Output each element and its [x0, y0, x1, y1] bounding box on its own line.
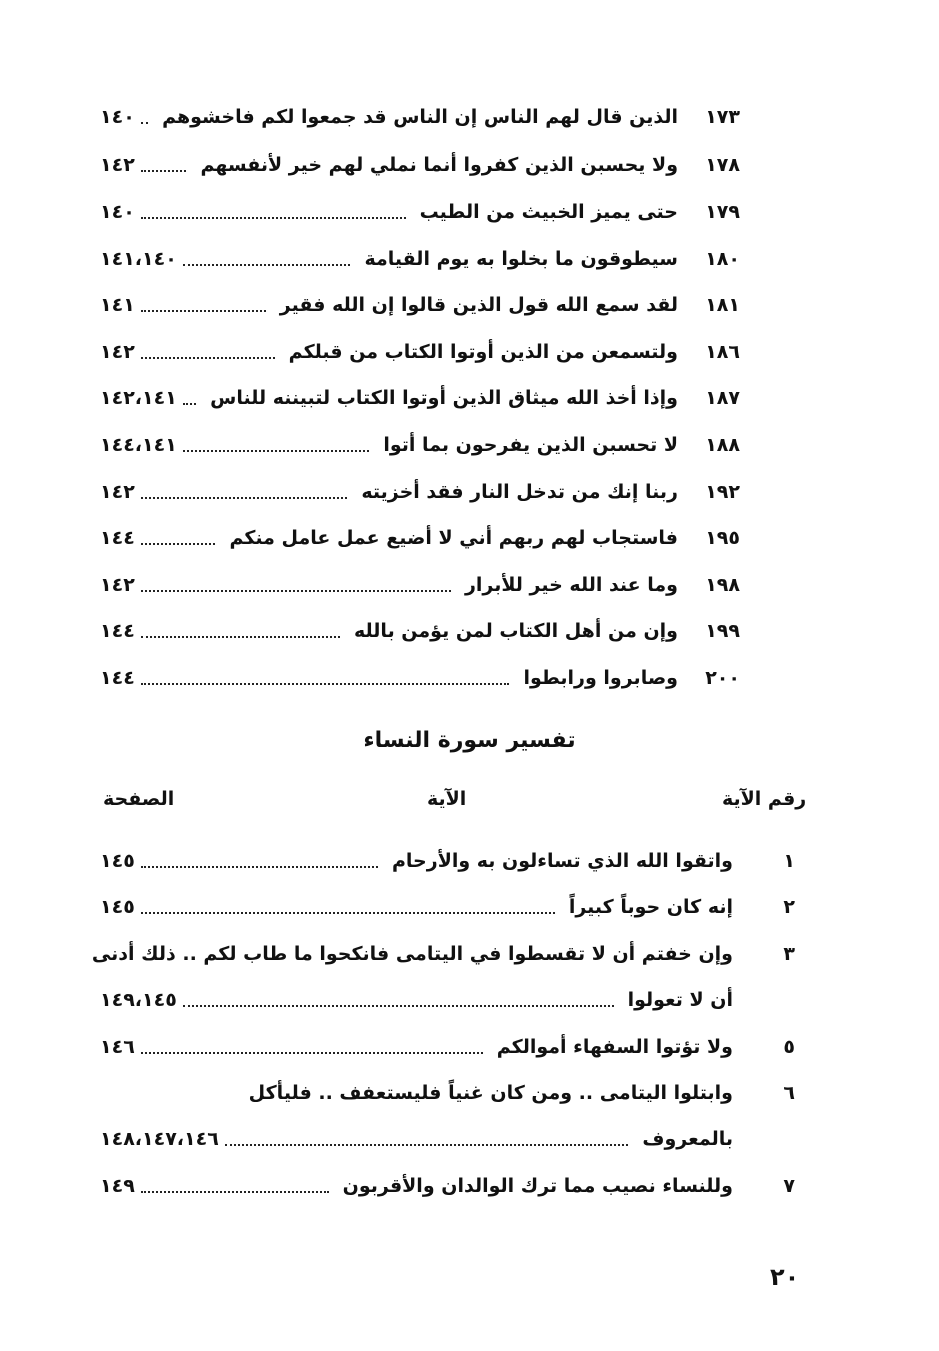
page-reference: ١٤٦	[100, 1036, 135, 1058]
dot-leader	[141, 310, 266, 312]
table-row	[100, 888, 795, 926]
dot-leader	[141, 357, 275, 359]
verse-number: ٦	[783, 1082, 795, 1104]
page-reference: ١٤١	[100, 294, 135, 316]
dot-leader	[141, 866, 378, 868]
table-row	[100, 240, 740, 278]
verse-text: وإذا أخذ الله ميثاق الذين أوتوا الكتاب لتبيننه للناس	[210, 387, 678, 409]
page-reference: ١٤٨،١٤٧،١٤٦	[100, 1128, 219, 1150]
table-row	[100, 519, 740, 557]
table-row	[100, 1028, 795, 1066]
page-reference: ١٤٥	[100, 850, 135, 872]
verse-number: ٧	[783, 1175, 795, 1197]
dot-leader	[183, 1005, 614, 1007]
verse-number: ١٩٩	[705, 620, 740, 642]
verse-number: ١٩٥	[705, 527, 740, 549]
table-row-continuation	[100, 1120, 795, 1158]
verse-text: ربنا إنك من تدخل النار فقد أخزيته	[361, 481, 678, 503]
page-reference: ١٤٤،١٤١	[100, 434, 177, 456]
page-reference: ١٤٢	[100, 154, 135, 176]
verse-number: ٢٠٠	[705, 667, 740, 689]
dot-leader	[183, 403, 196, 405]
dot-leader	[183, 264, 351, 266]
column-header-page: الصفحة	[103, 788, 175, 810]
verse-number: ١٨٠	[705, 248, 740, 270]
column-header-verse-number: رقم الآية	[722, 788, 807, 810]
verse-number: ١٨٨	[705, 434, 740, 456]
page-reference: ١٤٩،١٤٥	[100, 989, 177, 1011]
verse-text: وللنساء نصيب مما ترك الوالدان والأقربون	[342, 1175, 733, 1197]
verse-text: لقد سمع الله قول الذين قالوا إن الله فقير	[279, 294, 678, 316]
table-row	[100, 98, 740, 136]
table-row	[100, 612, 740, 650]
dot-leader	[141, 543, 216, 545]
dot-leader	[225, 1144, 629, 1146]
verse-text: فاستجاب لهم ربهم أني لا أضيع عمل عامل منكم	[229, 527, 678, 549]
verse-number: ١٩٢	[705, 481, 740, 503]
verse-text: وإن من أهل الكتاب لمن يؤمن بالله	[354, 620, 678, 642]
table-row	[100, 473, 740, 511]
dot-leader	[141, 636, 340, 638]
table-row	[100, 426, 740, 464]
table-row	[100, 333, 740, 371]
verse-number: ١	[783, 850, 795, 872]
verse-number: ١٧٣	[705, 106, 740, 128]
page-reference: ١٤٤	[100, 620, 135, 642]
verse-text: ولا تؤتوا السفهاء أموالكم	[496, 1036, 733, 1058]
verse-text: وصابروا ورابطوا	[523, 667, 678, 689]
dot-leader	[141, 122, 148, 124]
table-row	[100, 286, 740, 324]
page-reference: ١٤٤	[100, 527, 135, 549]
table-row	[100, 193, 740, 231]
dot-leader	[141, 1052, 483, 1054]
verse-text: ولا يحسبن الذين كفروا أنما نملي لهم خير لأنفسهم	[200, 154, 678, 176]
page-reference: ١٤١،١٤٠	[100, 248, 177, 270]
dot-leader	[141, 590, 451, 592]
verse-text: واتقوا الله الذي تساءلون به والأرحام	[392, 850, 733, 872]
verse-number: ١٨٧	[705, 387, 740, 409]
verse-text: سيطوقون ما بخلوا به يوم القيامة	[364, 248, 678, 270]
page-reference: ١٤٤	[100, 667, 135, 689]
page-number: ٢٠	[770, 1263, 800, 1291]
table-row	[100, 379, 740, 417]
column-header-verse: الآية	[427, 788, 467, 810]
page-reference: ١٤٩	[100, 1175, 135, 1197]
verse-number: ١٨١	[705, 294, 740, 316]
verse-number: ١٧٩	[705, 201, 740, 223]
verse-text: أن لا تعولوا	[627, 989, 733, 1011]
table-row	[91, 935, 795, 973]
dot-leader	[141, 170, 187, 172]
verse-text: الذين قال لهم الناس إن الناس قد جمعوا لكم فاخشوهم	[162, 106, 678, 128]
verse-number: ٢	[783, 896, 795, 918]
table-row	[100, 842, 795, 880]
verse-number: ٥	[783, 1036, 795, 1058]
verse-text: ولتسمعن من الذين أوتوا الكتاب من قبلكم	[288, 341, 678, 363]
dot-leader	[183, 450, 370, 452]
table-row	[100, 659, 740, 697]
page-reference: ١٤٢	[100, 574, 135, 596]
verse-text: لا تحسبن الذين يفرحون بما أتوا	[383, 434, 678, 456]
verse-text-line: وإن خفتم أن لا تقسطوا في اليتامى فانكحوا ما طاب لكم .. ذلك أدنى	[91, 943, 733, 965]
page-reference: ١٤٢	[100, 481, 135, 503]
dot-leader	[141, 1191, 329, 1193]
verse-text-line: وابتلوا اليتامى .. ومن كان غنياً فليستعفف .. فليأكل	[248, 1082, 733, 1104]
page-reference: ١٤٠	[100, 201, 135, 223]
table-row	[100, 146, 740, 184]
dot-leader	[141, 497, 348, 499]
table-row	[100, 1167, 795, 1205]
dot-leader	[141, 912, 555, 914]
dot-leader	[141, 683, 510, 685]
section-title: تفسير سورة النساء	[363, 728, 576, 753]
page-reference: ١٤٥	[100, 896, 135, 918]
page-reference: ١٤٢،١٤١	[100, 387, 177, 409]
verse-number: ٣	[783, 943, 795, 965]
page-reference: ١٤٢	[100, 341, 135, 363]
table-row	[100, 1074, 795, 1112]
verse-number: ١٩٨	[705, 574, 740, 596]
verse-text: وما عند الله خير للأبرار	[464, 574, 678, 596]
verse-text: إنه كان حوباً كبيراً	[568, 896, 733, 918]
verse-text: بالمعروف	[642, 1128, 733, 1150]
verse-text: حتى يميز الخبيث من الطيب	[419, 201, 678, 223]
page-reference: ١٤٠	[100, 106, 135, 128]
table-row	[100, 566, 740, 604]
table-row-continuation	[100, 981, 795, 1019]
verse-number: ١٨٦	[705, 341, 740, 363]
verse-number: ١٧٨	[705, 154, 740, 176]
dot-leader	[141, 217, 406, 219]
